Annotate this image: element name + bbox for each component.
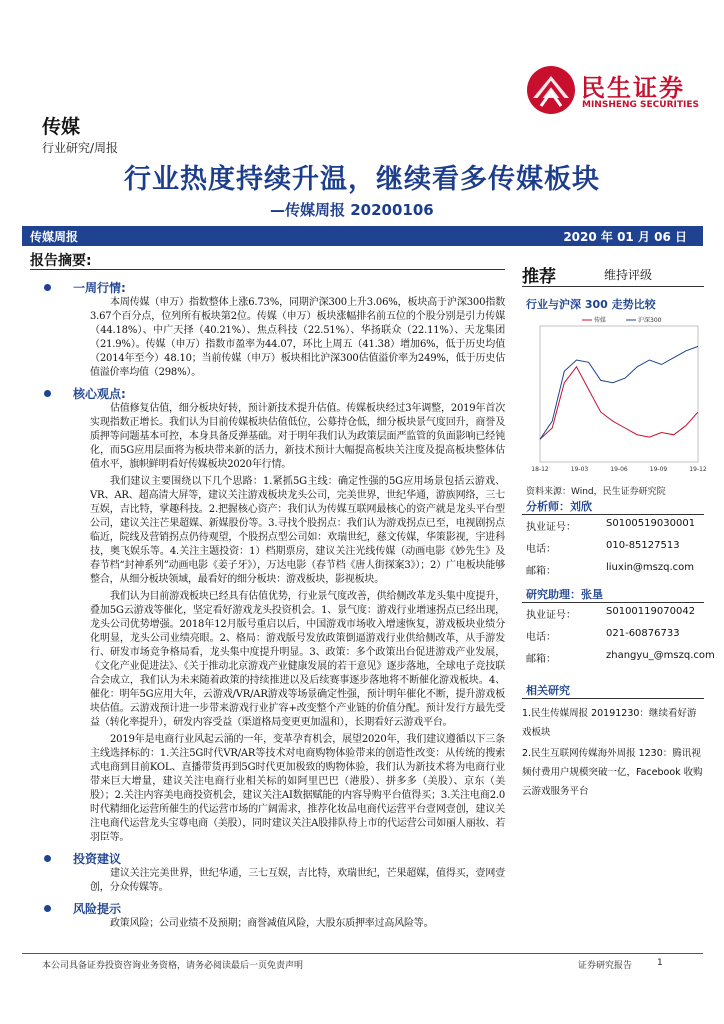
legend-label: 传媒: [594, 317, 607, 324]
section-weekly: [30, 278, 505, 380]
rating-heading: 推荐: [522, 267, 556, 287]
rating-divider: [522, 286, 704, 287]
bullet-icon: [44, 905, 51, 912]
assistant-divider: [522, 602, 704, 603]
section-title: 风险提示: [73, 901, 122, 916]
paragraph: 政策风险；公司业绩不及预期；商誉减值风险，大股东质押率过高风险等。: [110, 918, 434, 929]
chart-source: 资料来源：Wind，民生证券研究院: [526, 487, 666, 497]
assistant-email: [526, 650, 715, 665]
report-subtitle: —传媒周报 20200106: [270, 201, 434, 219]
x-tick-label: 19-09: [649, 466, 668, 473]
value: 021-60876733: [606, 628, 680, 639]
value[interactable]: zhangyu_@mszq.com: [606, 650, 715, 661]
bullet-icon: [44, 284, 51, 291]
paragraph: 建议关注完美世界，世纪华通，三七互娱，吉比特，欢瑞世纪，芒果超媒，值得买，壹网壹创，分众传媒等。: [90, 868, 505, 893]
brand-name-en: MINSHENG SECURITIES: [582, 100, 699, 110]
footer-label: 证券研究报告: [578, 961, 633, 971]
key: 电话：: [526, 544, 556, 555]
chart-frame: [540, 326, 698, 462]
sector-label: 传媒: [42, 116, 81, 138]
series-line: [540, 346, 698, 439]
analyst-email: [526, 562, 695, 577]
key: 执业证号：: [526, 610, 576, 621]
paragraph: 估值修复估值，细分板块好转，预计新技术提升估值。传媒板块经过3年调整，2019年首次实现指数正增长。我们认为目前传媒板块估值低位，公募持仓低，细分板块景气度回升，商誉及质押等问题基本可控，本身具备反弹基础。对于明年我们认为政策层面严监管的负面影响已经钝化，而5G应用层面将为板块带来新的活力，新技术预计大幅提高板块关注度及提高板块整体估值水平，旗帜鲜明看好传媒板块2020年行情。: [90, 403, 505, 470]
section-core-view: [30, 384, 505, 845]
x-tick-label: 19-03: [570, 466, 589, 473]
paragraph: 我们认为目前游戏板块已经具有估值优势，行业景气度改善，供给侧改革龙头集中度提升，叠加5G云游戏等催化，坚定看好游戏龙头投资机会。1、景气度：游戏行业增速拐点已经出现，龙头公司优势增强。2018年12月版号重启以后，中国游戏市场收入增速恢复，游戏板块业绩分化明显，龙头公司业绩亮眼。2、格局：游戏版号发放政策倒逼游戏行业供给侧改革，从手游发行、研发市场竞争格局看，龙头集中度提升明显。3、政策：多个政策出台促进游戏产业发展，《文化产业促进法》、《关于推动北京游戏产业健康发展的若干意见》逐步落地，全球电子竞技联合会成立，我们认为未来随着政策的持续推进以及后续赛事逐步落地将不断催化游戏板块。4、催化：明年5G应用大年，云游戏/VR/AR游戏等场景确定性强，预计明年催化不断，提升游戏板块估值。云游戏预计进一步带来游戏行业扩容+改变整个产业链的价值分配。预计发行方最先受益（转化率提升），研发内容受益（渠道格局变更更加温和），长期看好云游戏平台。: [90, 591, 505, 728]
key: 邮箱：: [526, 566, 556, 577]
assistant-heading: 研究助理：张垦: [526, 588, 603, 601]
related-item[interactable]: 2.民生互联网传媒海外周报 1230：腾讯视频付费用户规模突破一亿，Facebook 收购云游戏服务平台: [522, 748, 703, 797]
value[interactable]: liuxin@mszq.com: [606, 562, 695, 573]
report-type: 行业研究/周报: [42, 141, 119, 155]
abstract-heading: 报告摘要:: [30, 253, 92, 269]
band-date: 2020 年 01 月 06 日: [563, 230, 687, 244]
brand-logo-mark-icon: [525, 64, 577, 116]
section-risk: [30, 899, 505, 931]
report-title: 行业热度持续升温，继续看多传媒板块: [124, 164, 600, 195]
value: S0100119070042: [606, 606, 696, 617]
related-divider: [522, 698, 704, 699]
paragraph: 我们建议主要围绕以下几个思路：1.紧抓5G主线：确定性强的5G应用场景包括云游戏、VR、AR、超高清大屏等，建议关注游戏板块龙头公司，完美世界，世纪华通，游族网络，三七互娱，吉比特，掌趣科技。2.把握核心资产：我们认为传媒互联网最核心的资产就是龙头平台型公司，建议关注芒果超媒、新媒股份等。3.寻找个股拐点：我们认为游戏拐点已至，电视剧拐点临近，院线及营销拐点仍待观望，个股拐点型公司如：欢瑞世纪，慈文传媒，华策影视，宇进科技，奥飞娱乐等。4.关注主题投资：1）档期票房，建议关注光线传媒（动画电影《妙先生》及春节档“封神系列”动画电影《姜子牙》），万达电影（春节档《唐人街探案3》）；2）广电板块能够整合，从细分板块领域，最看好的细分板块：游戏板块，影视板块。: [90, 476, 505, 585]
band-report-name: 传媒周报: [30, 230, 79, 244]
value: 010-85127513: [606, 540, 680, 551]
x-tick-label: 18-12: [531, 466, 549, 473]
related-item[interactable]: 1.民生传媒周报 20191230：继续看好游戏板块: [522, 708, 697, 738]
legend-label: 沪深300: [638, 317, 662, 324]
section-title: 核心观点:: [73, 386, 126, 401]
analyst-divider: [522, 514, 704, 515]
abstract-body: [30, 274, 505, 934]
x-tick-label: 19-12: [689, 466, 707, 473]
bullet-icon: [44, 855, 51, 862]
value: S0100519030001: [606, 518, 696, 529]
rating-value: 维持评级: [604, 268, 653, 282]
key: 邮箱：: [526, 654, 556, 665]
trend-chart: [522, 312, 707, 480]
paragraph: 本周传媒（申万）指数整体上涨6.73%，同期沪深300上升3.06%，板块高于沪深300指数3.67个百分点，位列所有板块第2位。传媒（申万）板块涨幅排名前五位的个股分别是引力传媒（44.18%）、中广天择（40.21%）、焦点科技（22.51%）、华扬联众（22.11%）、天龙集团（21.9%）。传媒（申万）指数市盈率为44.07，环比上周五（41.38）增加6%，低于历史均值（2014年至今）48.10；当前传媒（申万）板块相比沪深300估值溢价率为249%，低于历史估值溢价率均值（298%）。: [90, 297, 505, 378]
header-band: [22, 226, 703, 246]
section-title: 投资建议: [73, 851, 122, 866]
key: 电话：: [526, 632, 556, 643]
analyst-license: [526, 518, 696, 533]
brand-name-cn: 民生证券: [581, 74, 685, 102]
section-title: 一周行情:: [73, 280, 126, 295]
analyst-phone: [526, 540, 680, 555]
paragraph: 2019年是电商行业风起云涌的一年，变革孕育机会，展望2020年，我们建议遵循以下三条主线选择标的：1.关注5G时代VR/AR等技术对电商购物体验带来的创造性改变：从传统的搜索式电商到目前KOL、直播带货再到5G时代更加极致的购物体验，我们认为新技术将为电商行业带来巨大增量，建议关注电商行业相关标的如阿里巴巴（港股）、拼多多（美股）、京东（美股）；2.关注内容美电商投资机会，建议关注AI数据赋能的内容导购平台值得买；3.关注电商2.0时代精细化运营所催生的代运营市场的广阔需求，推荐化妆品电商代运营平台壹网壹创，建议关注电商代运营龙头宝尊电商（美股），同时建议关注A股排队待上市的代运营公司如丽人丽妆、若羽臣等。: [90, 734, 505, 843]
footer-disclaimer: 本公司具备证券投资咨询业务资格，请务必阅读最后一页免责声明: [42, 961, 304, 971]
assistant-phone: [526, 628, 680, 643]
assistant-license: [526, 606, 696, 621]
footer-divider: [22, 953, 703, 954]
chart-heading: 行业与沪深 300 走势比较: [526, 298, 656, 311]
related-heading: 相关研究: [526, 684, 570, 697]
abstract-divider: [30, 269, 505, 270]
series-line: [540, 367, 698, 440]
x-tick-label: 19-06: [610, 466, 628, 473]
page-number: 1: [657, 958, 663, 968]
key: 执业证号：: [526, 522, 576, 533]
section-investment: [30, 849, 505, 895]
analyst-heading: 分析师：刘欣: [526, 500, 592, 513]
brand-logo: [525, 62, 705, 120]
bullet-icon: [44, 390, 51, 397]
